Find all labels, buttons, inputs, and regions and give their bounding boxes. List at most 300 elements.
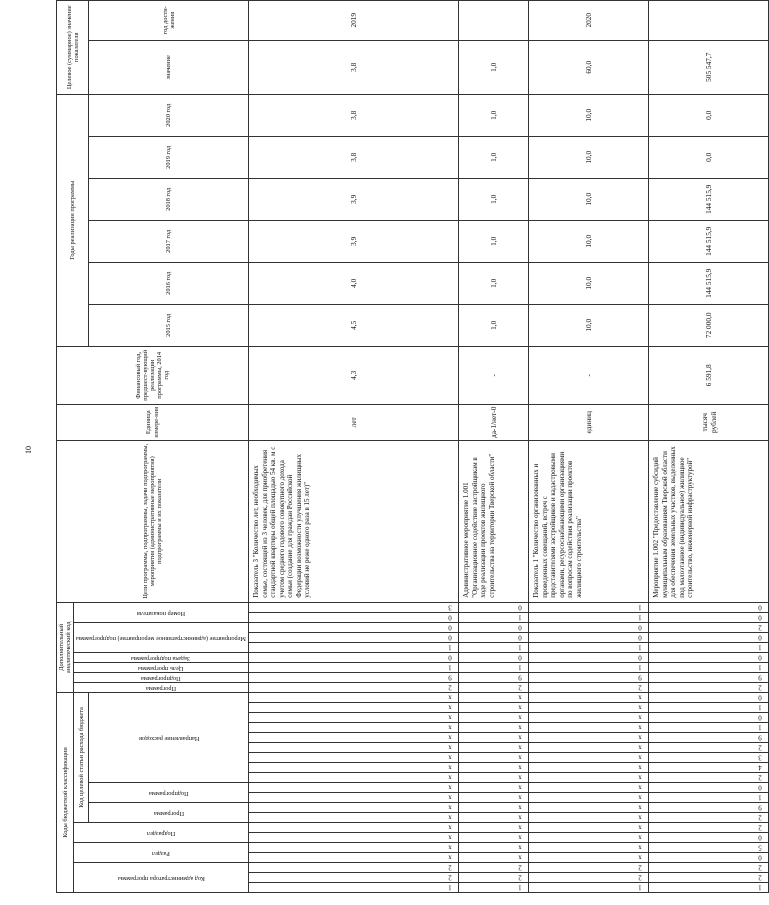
code-digit-text: 1 xyxy=(518,883,522,892)
code-digit-text: 2 xyxy=(758,773,762,782)
code-digit-text: 1 xyxy=(518,663,522,672)
program-table xyxy=(56,0,769,893)
code-digit-text: x xyxy=(638,833,642,842)
code-digit xyxy=(529,672,649,682)
code-digit-text: x xyxy=(518,743,522,752)
code-digit xyxy=(529,813,649,823)
code-digit-text: 0 xyxy=(758,653,762,662)
code-digit xyxy=(459,733,529,743)
code-digit xyxy=(529,642,649,652)
code-digit-text: x xyxy=(518,773,522,782)
code-digit-text: 0 xyxy=(448,613,452,622)
code-digit-text: x xyxy=(638,753,642,762)
code-digit-text: 2 xyxy=(758,683,762,692)
code-digit xyxy=(249,692,459,702)
code-digit-text: 0 xyxy=(448,633,452,642)
year-value-2020: 10,0 xyxy=(529,94,649,136)
target-value: 3,8 xyxy=(249,40,459,94)
an-task-header: Задача подпрограммы xyxy=(74,652,249,662)
code-digit xyxy=(649,632,769,642)
code-digit-text: x xyxy=(518,823,522,832)
code-digit-text: 2 xyxy=(518,863,522,872)
code-digit xyxy=(459,863,529,873)
code-digit xyxy=(649,813,769,823)
code-digit-text: 0 xyxy=(448,623,452,632)
code-digit xyxy=(649,622,769,632)
code-digit-text: 0 xyxy=(638,623,642,632)
code-digit xyxy=(459,883,529,893)
code-digit xyxy=(249,602,459,612)
code-digit xyxy=(529,793,649,803)
year-value-2016: 4,0 xyxy=(249,262,459,304)
code-digit-text: x xyxy=(448,723,452,732)
code-digit xyxy=(249,662,459,672)
code-digit-text: x xyxy=(448,843,452,852)
code-digit-text: x xyxy=(638,693,642,702)
table-row xyxy=(529,0,649,892)
goal-description: Мероприятие 1.002 "Предоставление субсидий муниципальным образованиям Тверской области для обеспечения земельных участков, выделенных под малоэтажное (индивидуальное) жилищное строительство, инженерной инфраструктурой" xyxy=(649,440,769,602)
code-digit-text: 0 xyxy=(518,653,522,662)
code-digit-text: x xyxy=(518,703,522,712)
code-digit xyxy=(249,783,459,793)
code-digit xyxy=(529,632,649,642)
program-code-header: Программа xyxy=(89,803,249,823)
code-digit-text: 1 xyxy=(638,603,642,612)
target-year-header: год дости-жения xyxy=(89,0,249,40)
an-indicator-header: Номер показателя xyxy=(74,602,249,622)
code-digit-text: 0 xyxy=(758,713,762,722)
code-digit xyxy=(649,833,769,843)
code-digit xyxy=(459,602,529,612)
year-value-2019: 0,0 xyxy=(649,136,769,178)
code-digit xyxy=(249,753,459,763)
code-digit-text: x xyxy=(638,783,642,792)
code-digit xyxy=(649,853,769,863)
code-digit xyxy=(249,763,459,773)
year-value-2017: 1,0 xyxy=(459,220,529,262)
code-digit-text: x xyxy=(638,743,642,752)
code-digit-text: 1 xyxy=(758,643,762,652)
base-year-value: - xyxy=(459,346,529,404)
year-value-2020: 0,0 xyxy=(649,94,769,136)
an-goal-header: Цель программы xyxy=(74,662,249,672)
code-digit xyxy=(459,753,529,763)
code-digit xyxy=(529,652,649,662)
code-digit-text: 2 xyxy=(758,873,762,882)
target-value: 505 547,7 xyxy=(649,40,769,94)
code-digit xyxy=(529,773,649,783)
code-digit-text: 0 xyxy=(758,633,762,642)
code-digit xyxy=(529,612,649,622)
code-digit xyxy=(249,652,459,662)
code-digit-text: 2 xyxy=(758,743,762,752)
code-digit xyxy=(649,883,769,893)
code-digit-text: 0 xyxy=(518,623,522,632)
code-digit-text: 3 xyxy=(758,753,762,762)
base-year-value: - xyxy=(529,346,649,404)
expense-code-header: Код целевой статьи расхода бюджета xyxy=(74,692,89,822)
code-digit-text: 9 xyxy=(518,673,522,682)
an-program-header: Программа xyxy=(74,682,249,692)
code-digit-text: 0 xyxy=(758,853,762,862)
budget-codes-header: Коды бюджетной классификации xyxy=(57,692,74,892)
code-digit-text: x xyxy=(448,853,452,862)
code-digit xyxy=(529,713,649,723)
code-digit xyxy=(649,773,769,783)
target-value: 60,0 xyxy=(529,40,649,94)
code-digit xyxy=(249,682,459,692)
year-value-2020: 1,0 xyxy=(459,94,529,136)
an-subprogram-header: Подпрограмма xyxy=(74,672,249,682)
code-digit xyxy=(249,612,459,622)
code-digit-text: 1 xyxy=(638,663,642,672)
code-digit-text: 0 xyxy=(758,783,762,792)
code-digit-text: x xyxy=(448,743,452,752)
code-digit xyxy=(649,612,769,622)
code-digit-text: x xyxy=(638,793,642,802)
code-digit-text: x xyxy=(448,763,452,772)
code-digit-text: 5 xyxy=(758,843,762,852)
code-digit xyxy=(649,783,769,793)
code-digit xyxy=(529,763,649,773)
code-digit-text: x xyxy=(518,713,522,722)
code-digit xyxy=(459,622,529,632)
code-digit xyxy=(459,692,529,702)
code-digit xyxy=(249,672,459,682)
year-value-2017: 10,0 xyxy=(529,220,649,262)
code-digit-text: x xyxy=(638,763,642,772)
code-digit xyxy=(459,723,529,733)
code-digit xyxy=(459,823,529,833)
code-digit-text: 2 xyxy=(518,873,522,882)
unit-cell: да-1/нет-0 xyxy=(459,404,529,440)
code-digit-text: 2 xyxy=(758,823,762,832)
rotated-page xyxy=(56,5,762,893)
code-digit-text: x xyxy=(518,763,522,772)
code-digit xyxy=(529,682,649,692)
code-digit xyxy=(649,652,769,662)
code-digit xyxy=(459,763,529,773)
code-digit xyxy=(249,823,459,833)
base-year-value: 6 591,8 xyxy=(649,346,769,404)
code-digit xyxy=(529,873,649,883)
code-digit-text: 1 xyxy=(638,883,642,892)
code-digit xyxy=(249,883,459,893)
year-2019-header: 2019 год xyxy=(89,136,249,178)
code-digit xyxy=(459,703,529,713)
code-digit-text: 2 xyxy=(448,873,452,882)
code-digit-text: 1 xyxy=(638,613,642,622)
code-digit-text: 2 xyxy=(448,683,452,692)
code-digit-text: 1 xyxy=(758,723,762,732)
year-value-2015: 1,0 xyxy=(459,304,529,346)
code-digit-text: x xyxy=(448,773,452,782)
code-digit xyxy=(249,793,459,803)
code-digit-text: x xyxy=(638,773,642,782)
code-digit xyxy=(529,703,649,713)
code-digit xyxy=(529,753,649,763)
code-digit xyxy=(649,692,769,702)
an-activity-header: Мероприятие (административное мероприятие) подпрограммы xyxy=(74,622,249,652)
code-digit xyxy=(649,843,769,853)
year-2016-header: 2016 год xyxy=(89,262,249,304)
code-digit-text: 9 xyxy=(758,733,762,742)
code-digit xyxy=(649,763,769,773)
code-digit-text: 0 xyxy=(638,653,642,662)
code-digit xyxy=(459,642,529,652)
year-value-2018: 10,0 xyxy=(529,178,649,220)
code-digit-text: 2 xyxy=(758,863,762,872)
code-digit xyxy=(529,743,649,753)
code-digit xyxy=(459,833,529,843)
code-digit xyxy=(249,773,459,783)
code-digit-text: 1 xyxy=(518,613,522,622)
code-digit-text: 2 xyxy=(758,623,762,632)
code-digit xyxy=(249,743,459,753)
code-digit xyxy=(459,743,529,753)
code-digit-text: 2 xyxy=(638,683,642,692)
code-digit xyxy=(249,632,459,642)
code-digit-text: 9 xyxy=(758,803,762,812)
year-value-2018: 1,0 xyxy=(459,178,529,220)
code-digit-text: x xyxy=(638,853,642,862)
year-value-2018: 144 515,9 xyxy=(649,178,769,220)
section-header: Раздел xyxy=(74,843,249,863)
year-2020-header: 2020 год xyxy=(89,94,249,136)
code-digit-text: 1 xyxy=(758,703,762,712)
year-value-2016: 144 515,9 xyxy=(649,262,769,304)
target-header: Целевое (суммарное) значение показателя xyxy=(57,0,89,94)
code-digit-text: x xyxy=(448,803,452,812)
unit-cell: лет xyxy=(249,404,459,440)
code-digit-text: 1 xyxy=(758,793,762,802)
code-digit xyxy=(459,652,529,662)
code-digit-text: x xyxy=(518,753,522,762)
code-digit-text: x xyxy=(638,823,642,832)
code-digit xyxy=(649,682,769,692)
code-digit xyxy=(529,853,649,863)
code-digit-text: x xyxy=(518,693,522,702)
code-digit-text: x xyxy=(518,843,522,852)
code-digit-text: x xyxy=(518,833,522,842)
code-digit-text: x xyxy=(448,793,452,802)
code-digit-text: x xyxy=(448,703,452,712)
code-digit xyxy=(249,703,459,713)
code-digit-text: 2 xyxy=(758,813,762,822)
code-digit xyxy=(249,853,459,863)
code-digit-text: x xyxy=(448,753,452,762)
code-digit xyxy=(249,733,459,743)
code-digit-text: x xyxy=(448,713,452,722)
code-digit xyxy=(649,873,769,883)
year-value-2016: 1,0 xyxy=(459,262,529,304)
code-digit xyxy=(649,753,769,763)
admin-code-header: Код администратора программы xyxy=(74,863,249,893)
code-digit xyxy=(649,723,769,733)
code-digit-text: 1 xyxy=(518,643,522,652)
code-digit xyxy=(249,813,459,823)
code-digit xyxy=(529,883,649,893)
code-digit-text: 0 xyxy=(518,603,522,612)
code-digit-text: x xyxy=(448,813,452,822)
code-digit xyxy=(649,602,769,612)
code-digit xyxy=(459,813,529,823)
year-value-2020: 3,8 xyxy=(249,94,459,136)
code-digit xyxy=(649,662,769,672)
goal-description: Показатель 1 "Количество организованных и проведенных совещаний, встреч с представителями застройщиков и кадастровыми органами, ресурсоснабжающими организациями по вопросам содействия реализации проектов жилищного строительства" xyxy=(529,440,649,602)
code-digit xyxy=(529,823,649,833)
code-digit xyxy=(459,873,529,883)
year-value-2017: 144 515,9 xyxy=(649,220,769,262)
code-digit xyxy=(649,672,769,682)
target-year xyxy=(459,0,529,40)
direction-code-header: Направление расходов xyxy=(89,692,249,782)
code-digit-text: 2 xyxy=(518,683,522,692)
code-digit xyxy=(649,803,769,813)
code-digit-text: 0 xyxy=(638,633,642,642)
code-digit xyxy=(459,612,529,622)
code-digit-text: x xyxy=(638,843,642,852)
goal-description: Административное мероприятие 1.001 "Организационное содействие застройщикам в ходе реализации проектов жилищного строительства на территории Тверской области" xyxy=(459,440,529,602)
goal-description: Показатель 3 "Количество лет, необходимых семье, состоящей из 3 человек, для приобретения стандартной квартиры общей площадью 54 кв. м с учетом среднего годового совокупного дохода семьи (создание для граждан Российской Федерации возможности улучшения жилищных условий не реже одного раза в 15 лет)" xyxy=(249,440,459,602)
code-digit-text: x xyxy=(518,783,522,792)
code-digit-text: x xyxy=(638,703,642,712)
year-value-2015: 10,0 xyxy=(529,304,649,346)
code-digit-text: 0 xyxy=(758,603,762,612)
code-digit-text: 2 xyxy=(448,863,452,872)
code-digit-text: 9 xyxy=(758,673,762,682)
code-digit-text: 1 xyxy=(638,643,642,652)
code-digit xyxy=(459,632,529,642)
year-value-2015: 72 000,0 xyxy=(649,304,769,346)
code-digit xyxy=(529,622,649,632)
code-digit xyxy=(649,743,769,753)
goals-header: Цели программы, подпрограммы, задачи подпрограммы, мероприятия (административные мероприятия) подпрограммы и их показатели xyxy=(57,440,249,602)
subsection-header: Подраздел xyxy=(74,823,249,843)
year-2017-header: 2017 год xyxy=(89,220,249,262)
year-value-2016: 10,0 xyxy=(529,262,649,304)
code-digit-text: 1 xyxy=(758,663,762,672)
code-digit-text: 4 xyxy=(758,763,762,772)
table-row xyxy=(649,0,769,892)
code-digit xyxy=(249,833,459,843)
code-digit xyxy=(249,642,459,652)
code-digit-text: 3 xyxy=(448,603,452,612)
code-digit-text: 0 xyxy=(518,633,522,642)
code-digit-text: x xyxy=(448,823,452,832)
code-digit-text: x xyxy=(448,833,452,842)
code-digit-text: 9 xyxy=(638,673,642,682)
code-digit xyxy=(459,682,529,692)
year-value-2015: 4,5 xyxy=(249,304,459,346)
code-digit xyxy=(249,873,459,883)
code-digit xyxy=(459,713,529,723)
code-digit-text: x xyxy=(518,723,522,732)
code-digit-text: x xyxy=(518,803,522,812)
code-digit-text: x xyxy=(448,783,452,792)
code-digit xyxy=(249,843,459,853)
code-digit-text: x xyxy=(638,713,642,722)
code-digit xyxy=(249,803,459,813)
code-digit-text: 1 xyxy=(448,663,452,672)
code-digit-text: 9 xyxy=(448,673,452,682)
code-digit-text: 0 xyxy=(758,693,762,702)
target-year: 2020 xyxy=(529,0,649,40)
analytic-code-header: Дополнительный аналитический код xyxy=(57,602,74,692)
unit-header: Единица измере-ния xyxy=(57,404,249,440)
code-digit xyxy=(459,662,529,672)
target-value-header: значение xyxy=(89,40,249,94)
code-digit xyxy=(459,773,529,783)
year-2018-header: 2018 год xyxy=(89,178,249,220)
code-digit xyxy=(649,823,769,833)
code-digit xyxy=(459,672,529,682)
year-2015-header: 2015 год xyxy=(89,304,249,346)
code-digit xyxy=(529,783,649,793)
code-digit-text: 0 xyxy=(758,833,762,842)
code-digit xyxy=(529,733,649,743)
years-header: Годы реализации программы xyxy=(57,94,89,346)
code-digit xyxy=(529,863,649,873)
code-digit xyxy=(649,703,769,713)
code-digit xyxy=(459,843,529,853)
code-digit-text: 1 xyxy=(448,883,452,892)
code-digit-text: x xyxy=(448,733,452,742)
code-digit xyxy=(529,803,649,813)
target-year: 2019 xyxy=(249,0,459,40)
target-year xyxy=(649,0,769,40)
code-digit-text: x xyxy=(638,733,642,742)
code-digit xyxy=(249,723,459,733)
code-digit-text: 2 xyxy=(638,863,642,872)
code-digit xyxy=(649,863,769,873)
code-digit xyxy=(529,833,649,843)
code-digit xyxy=(249,622,459,632)
code-digit xyxy=(459,853,529,863)
code-digit-text: x xyxy=(638,803,642,812)
code-digit xyxy=(649,642,769,652)
unit-cell: тысяч рублей xyxy=(649,404,769,440)
table-row xyxy=(459,0,529,892)
code-digit xyxy=(529,602,649,612)
year-value-2017: 3,9 xyxy=(249,220,459,262)
code-digit-text: 0 xyxy=(448,653,452,662)
subprogram-code-header: Подпрограмма xyxy=(89,783,249,803)
code-digit-text: 1 xyxy=(448,643,452,652)
year-value-2019: 1,0 xyxy=(459,136,529,178)
year-value-2018: 3,9 xyxy=(249,178,459,220)
base-year-header: Финансовый год, предшест-вующий реализации программы, 2014 год xyxy=(57,346,249,404)
code-digit-text: 2 xyxy=(638,873,642,882)
code-digit-text: x xyxy=(638,723,642,732)
code-digit xyxy=(459,783,529,793)
code-digit xyxy=(529,723,649,733)
code-digit xyxy=(459,803,529,813)
code-digit xyxy=(529,662,649,672)
year-value-2019: 3,8 xyxy=(249,136,459,178)
code-digit-text: x xyxy=(518,813,522,822)
code-digit xyxy=(649,793,769,803)
code-digit-text: x xyxy=(518,733,522,742)
table-row xyxy=(249,0,459,892)
code-digit xyxy=(649,713,769,723)
base-year-value: 4,3 xyxy=(249,346,459,404)
code-digit xyxy=(459,793,529,803)
year-value-2019: 10,0 xyxy=(529,136,649,178)
code-digit-text: x xyxy=(518,853,522,862)
unit-cell: единиц xyxy=(529,404,649,440)
code-digit-text: 1 xyxy=(758,883,762,892)
